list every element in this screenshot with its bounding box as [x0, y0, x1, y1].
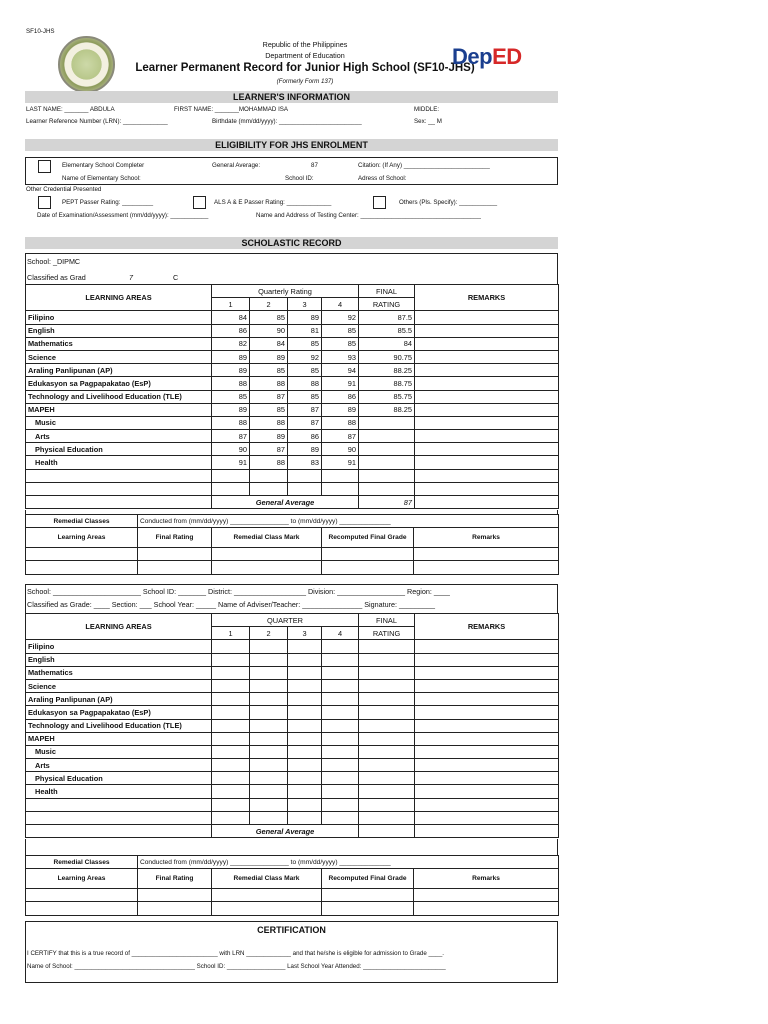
record2-spacer — [25, 839, 558, 855]
q1-cell: 84 — [212, 311, 250, 324]
final-rating-cell: 84 — [359, 337, 415, 350]
remarks-cell — [415, 666, 559, 679]
learning-area-cell: Music — [26, 745, 212, 758]
learning-area-cell: Science — [26, 679, 212, 692]
table-row — [26, 364, 559, 377]
q3-cell: 87 — [288, 416, 322, 429]
remarks-cell — [415, 443, 559, 456]
q1-cell — [212, 653, 250, 666]
q4-cell: 93 — [322, 350, 359, 363]
q2-cell: 89 — [250, 350, 288, 363]
elem-completer-label: Elementary School Completer — [62, 162, 145, 169]
citation-field: Citation: (If Any) _________________________ — [358, 162, 490, 169]
final-rating-cell — [359, 679, 415, 692]
table-row — [26, 666, 559, 679]
final-rating-cell — [359, 759, 415, 772]
q1-cell: 89 — [212, 364, 250, 377]
learning-area-cell: Physical Education — [26, 443, 212, 456]
learning-area-cell: Technology and Livelihood Education (TLE) — [26, 390, 212, 403]
final-rating-cell: 88.25 — [359, 403, 415, 416]
remarks-cell — [415, 377, 559, 390]
remedial-class-mark: Remedial Class Mark — [212, 528, 322, 548]
table-row — [26, 443, 559, 456]
learning-area-cell: Physical Education — [26, 772, 212, 785]
learning-area-cell: Mathematics — [26, 337, 212, 350]
remarks-cell — [415, 311, 559, 324]
learning-area-cell: Science — [26, 350, 212, 363]
record1-general-average-value: 87 — [359, 496, 415, 509]
q3-cell — [288, 679, 322, 692]
final-rating-cell: 85.75 — [359, 390, 415, 403]
q4-cell: 85 — [322, 337, 359, 350]
q4-header-2: 4 — [322, 627, 359, 640]
table-row — [26, 653, 559, 666]
final-rating-cell — [359, 693, 415, 706]
learning-area-cell: Filipino — [26, 640, 212, 653]
learning-area-cell: English — [26, 653, 212, 666]
remedial-class-mark-2: Remedial Class Mark — [212, 869, 322, 889]
q2-cell — [250, 785, 288, 798]
q1-cell — [212, 693, 250, 706]
q3-cell — [288, 640, 322, 653]
q3-cell — [288, 785, 322, 798]
final-header: FINAL — [359, 285, 415, 298]
table-row — [26, 350, 559, 363]
birthdate-field: Birthdate (mm/dd/yyyy): ________________________ — [212, 118, 362, 125]
table-row — [26, 719, 559, 732]
q1-cell — [212, 706, 250, 719]
q1-cell — [212, 759, 250, 772]
table-row — [26, 772, 559, 785]
q3-cell: 89 — [288, 311, 322, 324]
remarks-cell — [415, 456, 559, 469]
elem-school-id: School ID: — [285, 175, 314, 182]
certification-line2: Name of School: ___________________________________ School ID: _________________ Last School Year Attended: ________________________ — [27, 963, 446, 970]
learning-areas-header-2: LEARNING AREAS — [26, 614, 212, 640]
q3-cell — [288, 719, 322, 732]
final-rating-cell — [359, 640, 415, 653]
table-row — [26, 745, 559, 758]
remarks-cell — [415, 390, 559, 403]
record1-classified-label: Classified as Grad — [27, 273, 86, 282]
quarter-header-2: QUARTER — [212, 614, 359, 627]
q3-cell — [288, 732, 322, 745]
learner-info-header: LEARNER'S INFORMATION — [25, 91, 558, 103]
general-average-value: 87 — [311, 162, 318, 169]
remarks-cell — [415, 679, 559, 692]
q3-cell: 89 — [288, 443, 322, 456]
elem-school-address: Adress of School: — [358, 175, 407, 182]
q4-cell — [322, 706, 359, 719]
q2-cell: 88 — [250, 377, 288, 390]
table-row — [26, 416, 559, 429]
q2-header: 2 — [250, 298, 288, 311]
q4-cell: 88 — [322, 416, 359, 429]
final-rating-cell — [359, 719, 415, 732]
record1-grade: 7 — [129, 273, 133, 282]
remarks-cell — [415, 416, 559, 429]
department-text: Department of Education — [265, 51, 345, 60]
q3-cell: 83 — [288, 456, 322, 469]
q3-cell: 85 — [288, 364, 322, 377]
lrn-field: Learner Reference Number (LRN): _____________ — [26, 118, 168, 125]
learning-area-cell: English — [26, 324, 212, 337]
pept-checkbox[interactable] — [38, 196, 51, 209]
q1-cell: 86 — [212, 324, 250, 337]
learning-area-cell: Mathematics — [26, 666, 212, 679]
q4-cell — [322, 640, 359, 653]
elem-school-name: Name of Elementary School: — [62, 175, 141, 182]
q2-cell — [250, 732, 288, 745]
learning-area-cell: Health — [26, 785, 212, 798]
certification-title: CERTIFICATION — [257, 925, 326, 935]
q2-cell: 88 — [250, 416, 288, 429]
q1-header-2: 1 — [212, 627, 250, 640]
q3-cell: 87 — [288, 403, 322, 416]
q4-cell: 91 — [322, 377, 359, 390]
q1-cell: 90 — [212, 443, 250, 456]
q1-cell — [212, 745, 250, 758]
record2-remedial-table — [25, 855, 559, 916]
final-header-2: FINAL — [359, 614, 415, 627]
q2-cell — [250, 653, 288, 666]
table-row — [26, 759, 559, 772]
remedial-recomputed-2: Recomputed Final Grade — [322, 869, 414, 889]
q4-cell: 91 — [322, 456, 359, 469]
record2-line1: School: ______________________ School ID: _______ District: __________________ Division: _________________ Region: ____ — [27, 587, 450, 596]
table-row — [26, 311, 559, 324]
final-rating-cell — [359, 706, 415, 719]
remarks-cell — [415, 719, 559, 732]
q1-cell: 88 — [212, 416, 250, 429]
final-rating-cell — [359, 430, 415, 443]
remarks-cell — [415, 693, 559, 706]
q4-cell — [322, 745, 359, 758]
q1-cell: 91 — [212, 456, 250, 469]
record1-general-average-label: General Average — [212, 496, 359, 509]
q4-cell: 92 — [322, 311, 359, 324]
q4-cell — [322, 785, 359, 798]
q4-cell — [322, 772, 359, 785]
q2-cell: 87 — [250, 443, 288, 456]
q2-cell — [250, 745, 288, 758]
remedial-recomputed: Recomputed Final Grade — [322, 528, 414, 548]
learning-area-cell: Edukasyon sa Pagpapakatao (EsP) — [26, 706, 212, 719]
remarks-cell — [415, 772, 559, 785]
q3-cell — [288, 693, 322, 706]
general-average-label: General Average: — [212, 162, 261, 169]
learning-area-cell: Filipino — [26, 311, 212, 324]
q2-cell — [250, 679, 288, 692]
remarks-cell — [415, 785, 559, 798]
q3-cell — [288, 745, 322, 758]
final-rating-cell — [359, 666, 415, 679]
table-row — [26, 456, 559, 469]
q2-cell — [250, 693, 288, 706]
q1-cell — [212, 732, 250, 745]
eligibility-header: ELIGIBILITY FOR JHS ENROLMENT — [25, 139, 558, 151]
remarks-cell — [415, 364, 559, 377]
other-credential-label: Other Credential Presented — [26, 186, 102, 193]
q1-cell: 87 — [212, 430, 250, 443]
learning-area-cell: Araling Panlipunan (AP) — [26, 693, 212, 706]
q4-cell — [322, 759, 359, 772]
q2-cell: 87 — [250, 390, 288, 403]
record2-grades-table — [25, 613, 559, 838]
remedial-remarks: Remarks — [414, 528, 559, 548]
q1-cell: 89 — [212, 403, 250, 416]
record2-general-average-label: General Average — [212, 825, 359, 838]
q3-cell — [288, 759, 322, 772]
record1-section: C — [173, 273, 179, 282]
q2-cell — [250, 772, 288, 785]
form-title: Learner Permanent Record for Junior High School (SF10-JHS) — [135, 62, 475, 74]
rating-header: RATING — [359, 298, 415, 311]
record1-grades-table — [25, 284, 559, 509]
final-rating-cell — [359, 772, 415, 785]
q2-cell: 89 — [250, 430, 288, 443]
table-row — [26, 337, 559, 350]
remedial-conducted-text-2: Conducted from (mm/dd/yyyy) ________________ to (mm/dd/yyyy) ______________ — [138, 856, 559, 869]
q1-cell: 82 — [212, 337, 250, 350]
als-checkbox[interactable] — [193, 196, 206, 209]
remarks-cell — [415, 640, 559, 653]
q2-cell: 84 — [250, 337, 288, 350]
remarks-cell — [415, 732, 559, 745]
last-name-field: LAST NAME: _______ ABDULA — [26, 106, 115, 113]
q3-header: 3 — [288, 298, 322, 311]
q2-cell — [250, 719, 288, 732]
q1-cell: 89 — [212, 350, 250, 363]
table-row — [26, 706, 559, 719]
q4-cell — [322, 693, 359, 706]
als-label: ALS A & E Passer Rating: _____________ — [214, 199, 332, 206]
final-rating-cell — [359, 732, 415, 745]
q4-cell: 86 — [322, 390, 359, 403]
final-rating-cell — [359, 416, 415, 429]
deped-logo: DepED — [452, 44, 522, 69]
q4-cell: 94 — [322, 364, 359, 377]
table-row — [26, 693, 559, 706]
q4-cell — [322, 666, 359, 679]
remedial-final-rating-2: Final Rating — [138, 869, 212, 889]
q3-cell — [288, 706, 322, 719]
rating-header-2: RATING — [359, 627, 415, 640]
table-row — [26, 430, 559, 443]
remarks-cell — [415, 759, 559, 772]
final-rating-cell: 85.5 — [359, 324, 415, 337]
table-row — [26, 732, 559, 745]
q2-cell — [250, 706, 288, 719]
first-name-field: FIRST NAME: _______MOHAMMAD ISA — [174, 106, 289, 113]
q3-cell — [288, 666, 322, 679]
others-checkbox[interactable] — [373, 196, 386, 209]
q1-cell: 88 — [212, 377, 250, 390]
q3-cell: 85 — [288, 390, 322, 403]
form-subtitle: (Formerly Form 137) — [276, 78, 334, 85]
q4-cell: 89 — [322, 403, 359, 416]
q4-cell — [322, 732, 359, 745]
q1-cell — [212, 640, 250, 653]
learning-area-cell: Arts — [26, 430, 212, 443]
learning-area-cell: MAPEH — [26, 732, 212, 745]
q1-cell: 85 — [212, 390, 250, 403]
final-rating-cell: 87.5 — [359, 311, 415, 324]
learning-area-cell: Araling Panlipunan (AP) — [26, 364, 212, 377]
quarterly-rating-header: Quarterly Rating — [212, 285, 359, 298]
q4-cell: 90 — [322, 443, 359, 456]
q4-cell — [322, 679, 359, 692]
record1-school: School: _DIPMC — [27, 257, 81, 266]
final-rating-cell: 90.75 — [359, 350, 415, 363]
middle-name-field: MIDDLE: — [414, 106, 440, 113]
q2-cell: 88 — [250, 456, 288, 469]
remarks-cell — [415, 324, 559, 337]
remarks-cell — [415, 706, 559, 719]
remarks-cell — [415, 403, 559, 416]
q3-cell: 88 — [288, 377, 322, 390]
remedial-learning-areas: Learning Areas — [26, 528, 138, 548]
remedial-conducted-text: Conducted from (mm/dd/yyyy) ________________ to (mm/dd/yyyy) ______________ — [138, 515, 559, 528]
q3-header-2: 3 — [288, 627, 322, 640]
q2-header-2: 2 — [250, 627, 288, 640]
remarks-cell — [415, 350, 559, 363]
remarks-cell — [415, 337, 559, 350]
remedial-classes-label: Remedial Classes — [26, 515, 138, 528]
q4-cell: 87 — [322, 430, 359, 443]
table-row — [26, 403, 559, 416]
learning-area-cell: Arts — [26, 759, 212, 772]
q1-cell — [212, 785, 250, 798]
q1-cell — [212, 679, 250, 692]
scholastic-header: SCHOLASTIC RECORD — [25, 237, 558, 249]
table-row — [26, 785, 559, 798]
learning-area-cell: Health — [26, 456, 212, 469]
q2-cell — [250, 759, 288, 772]
q2-cell: 85 — [250, 364, 288, 377]
exam-date-field: Date of Examination/Assessment (mm/dd/yyyy): ___________ — [37, 212, 209, 219]
remarks-cell — [415, 653, 559, 666]
republic-text: Republic of the Philippines — [262, 40, 348, 49]
q2-cell — [250, 640, 288, 653]
q4-cell — [322, 653, 359, 666]
remarks-header-2: REMARKS — [415, 614, 559, 640]
sex-field: Sex: __ M — [414, 118, 442, 125]
certification-line1: I CERTIFY that this is a true record of _________________________ with LRN _____________ and that he/she is eligible for admission to Grade ____. — [27, 950, 445, 957]
q3-cell — [288, 772, 322, 785]
final-rating-cell — [359, 443, 415, 456]
q2-cell: 85 — [250, 403, 288, 416]
remarks-cell — [415, 745, 559, 758]
q3-cell: 92 — [288, 350, 322, 363]
final-rating-cell — [359, 745, 415, 758]
q2-cell: 90 — [250, 324, 288, 337]
q4-cell: 85 — [322, 324, 359, 337]
table-row — [26, 679, 559, 692]
record1-info-box — [25, 253, 558, 284]
pept-label: PEPT Passer Rating: _________ — [62, 199, 154, 206]
q1-header: 1 — [212, 298, 250, 311]
final-rating-cell — [359, 456, 415, 469]
remarks-cell — [415, 430, 559, 443]
q4-header: 4 — [322, 298, 359, 311]
table-row — [26, 390, 559, 403]
q3-cell: 81 — [288, 324, 322, 337]
remedial-remarks-2: Remarks — [414, 869, 559, 889]
testing-center-field: Name and Address of Testing Center: ___________________________________ — [256, 212, 481, 219]
remedial-final-rating: Final Rating — [138, 528, 212, 548]
q3-cell — [288, 653, 322, 666]
remedial-learning-areas-2: Learning Areas — [26, 869, 138, 889]
remedial-classes-label-2: Remedial Classes — [26, 856, 138, 869]
q3-cell: 86 — [288, 430, 322, 443]
learning-area-cell: Technology and Livelihood Education (TLE) — [26, 719, 212, 732]
q2-cell — [250, 666, 288, 679]
learning-area-cell: MAPEH — [26, 403, 212, 416]
q1-cell — [212, 772, 250, 785]
final-rating-cell: 88.75 — [359, 377, 415, 390]
record1-remedial-table — [25, 514, 559, 575]
final-rating-cell: 88.25 — [359, 364, 415, 377]
table-row — [26, 324, 559, 337]
q3-cell: 85 — [288, 337, 322, 350]
form-code: SF10-JHS — [26, 28, 55, 35]
q4-cell — [322, 719, 359, 732]
q1-cell — [212, 666, 250, 679]
q2-cell: 85 — [250, 311, 288, 324]
table-row — [26, 377, 559, 390]
record2-line2: Classified as Grade: ____ Section: ___ School Year: _____ Name of Adviser/Teacher: _______________ Signature: _________ — [27, 600, 435, 609]
learning-areas-header: LEARNING AREAS — [26, 285, 212, 311]
q1-cell — [212, 719, 250, 732]
final-rating-cell — [359, 653, 415, 666]
final-rating-cell — [359, 785, 415, 798]
table-row — [26, 640, 559, 653]
elem-completer-checkbox[interactable] — [38, 160, 51, 173]
remarks-header: REMARKS — [415, 285, 559, 311]
learning-area-cell: Edukasyon sa Pagpapakatao (EsP) — [26, 377, 212, 390]
learning-area-cell: Music — [26, 416, 212, 429]
others-label: Others (Pls. Specify): ___________ — [399, 199, 498, 206]
